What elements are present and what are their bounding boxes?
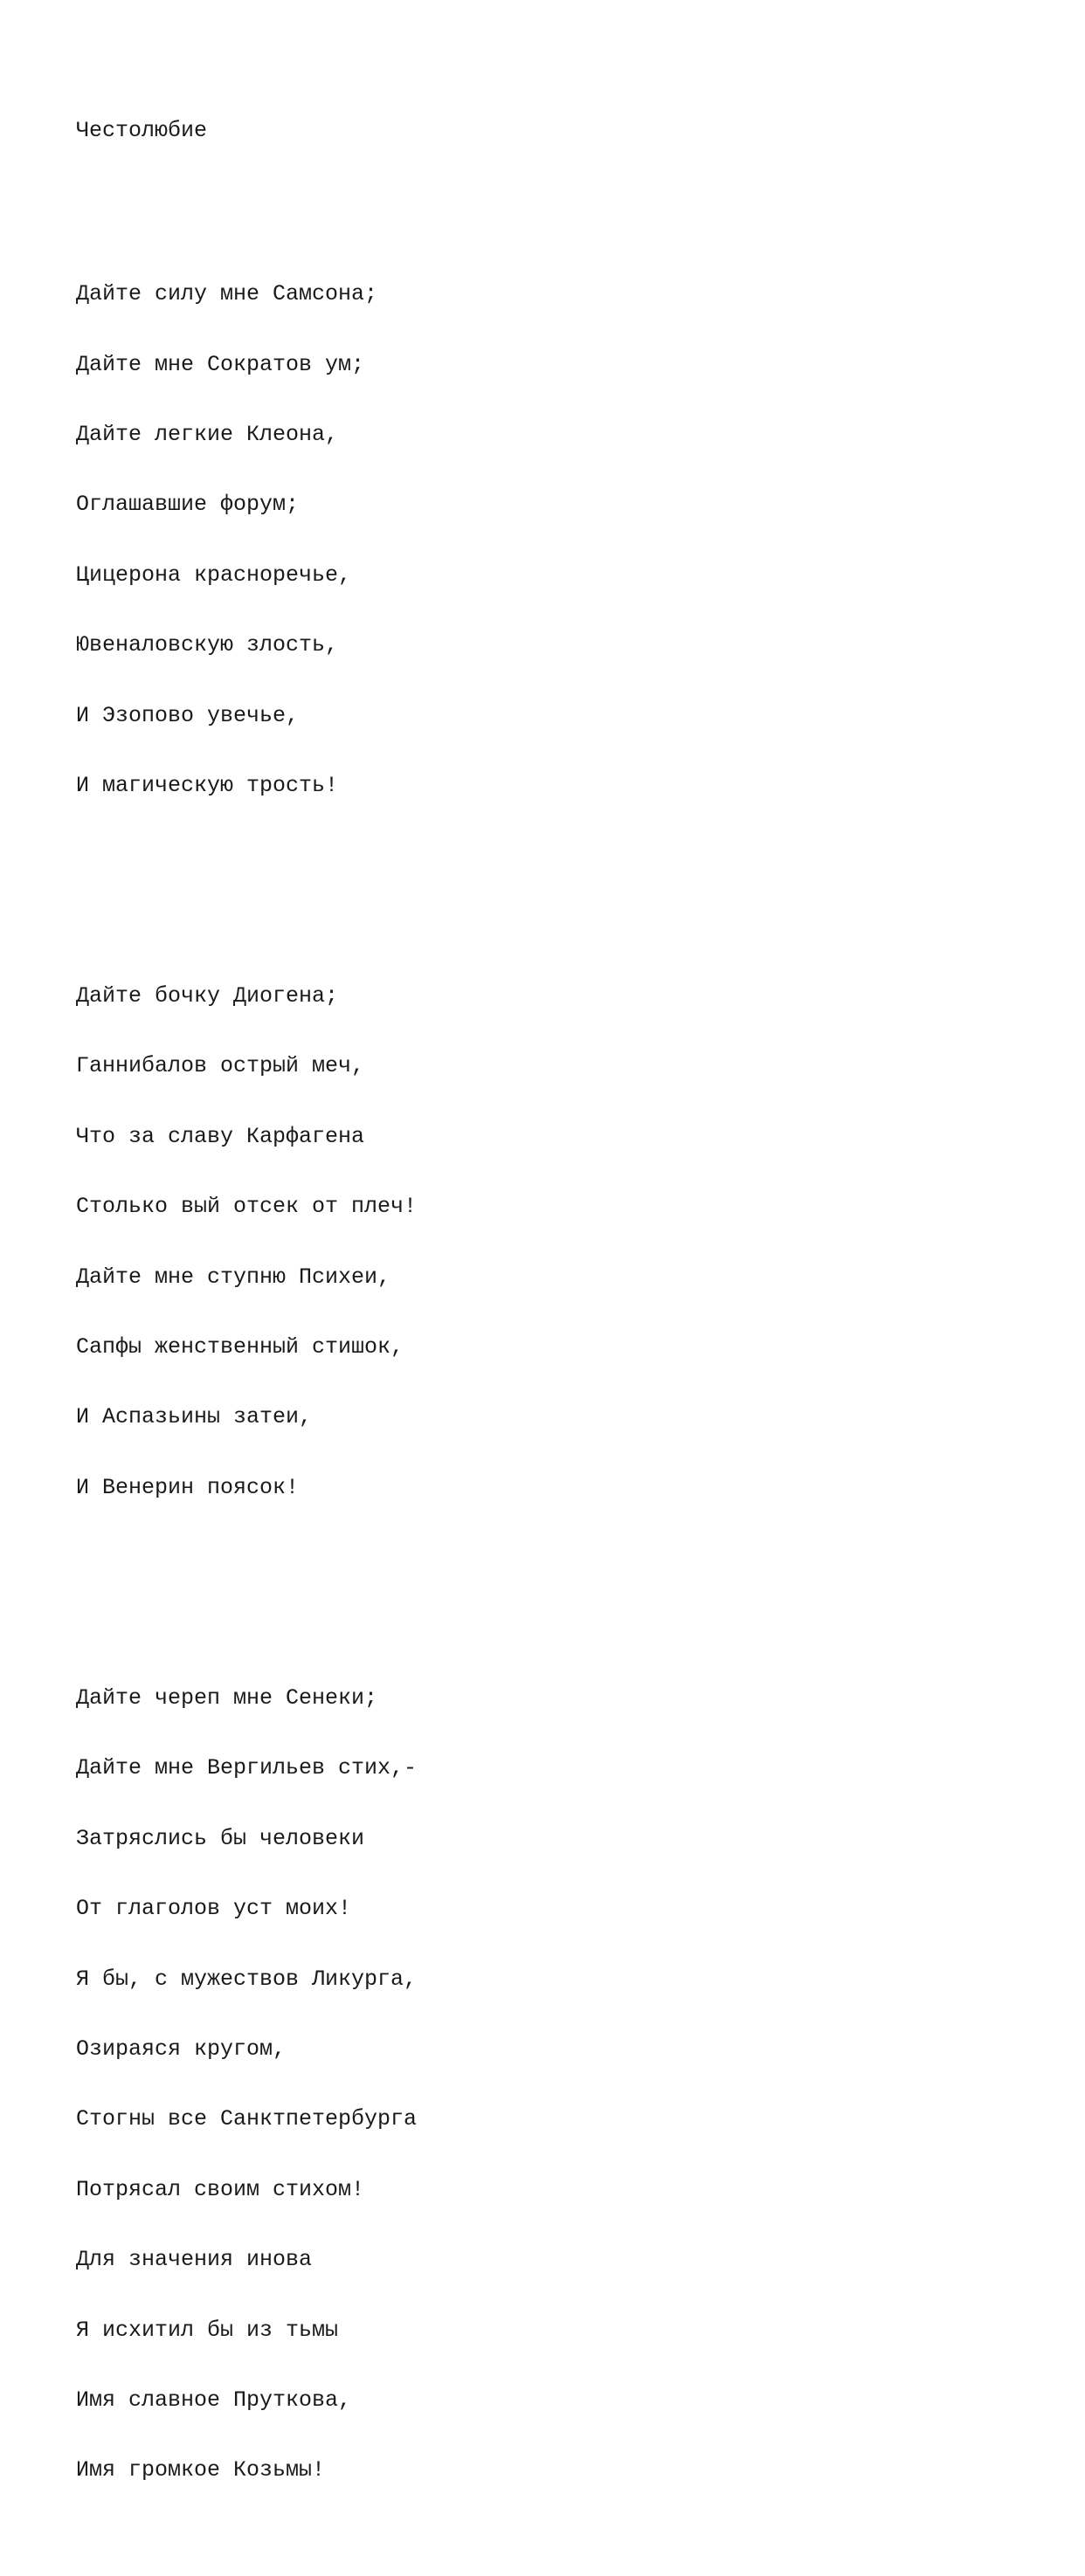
poem-line: Ювеналовскую злость,: [76, 632, 339, 658]
stanza-1: [76, 237, 417, 845]
poem-line: Столько вый отсек от плеч!: [76, 1194, 418, 1220]
poem-line: Имя славное Пруткова,: [76, 2387, 352, 2413]
poem-line: Затряслись бы человеки: [76, 1825, 365, 1851]
poem-line: Я бы, с мужествов Ликурга,: [76, 1966, 418, 1992]
poem-line: Дайте бочку Диогена;: [76, 983, 339, 1009]
poem-line: Дайте мне Вергильев стих,-: [76, 1755, 418, 1781]
poem-line: Дайте череп мне Сенеки;: [76, 1684, 378, 1711]
poem-line: Ганнибалов острый меч,: [76, 1053, 365, 1079]
poem-line: Имя громкое Козьмы!: [76, 2457, 326, 2483]
poem-line: Дайте мне Сократов ум;: [76, 351, 365, 377]
stanza-2: [76, 938, 417, 1546]
poem-line: Дайте мне ступню Психеи,: [76, 1264, 391, 1290]
stanza-3: [76, 1640, 417, 2529]
poem-line: И магическую трость!: [76, 772, 339, 798]
poem-line: Сапфы женственный стишок,: [76, 1334, 404, 1360]
poem: [76, 72, 417, 2576]
poem-line: И Эзопово увечье,: [76, 702, 300, 728]
poem-line: И Аспазьины затеи,: [76, 1404, 313, 1430]
poem-line: Стогны все Санктпетербурга: [76, 2106, 418, 2132]
poem-line: Я исхитил бы из тьмы: [76, 2317, 339, 2343]
poem-title: Честолюбие: [76, 117, 208, 143]
poem-line: Что за славу Карфагена: [76, 1123, 365, 1149]
poem-line: Оглашавшие форум;: [76, 492, 300, 518]
poem-line: Дайте силу мне Самсона;: [76, 281, 378, 307]
poem-line: Дайте легкие Клеона,: [76, 421, 339, 447]
poem-line: Потрясал своим стихом!: [76, 2176, 365, 2202]
poem-line: Цицерона красноречье,: [76, 561, 352, 588]
poem-line: И Венерин поясок!: [76, 1474, 300, 1500]
poem-line: Для значения инова: [76, 2247, 313, 2273]
poem-line: Озираяся кругом,: [76, 2035, 287, 2062]
poem-line: От глаголов уст моих!: [76, 1896, 352, 1922]
